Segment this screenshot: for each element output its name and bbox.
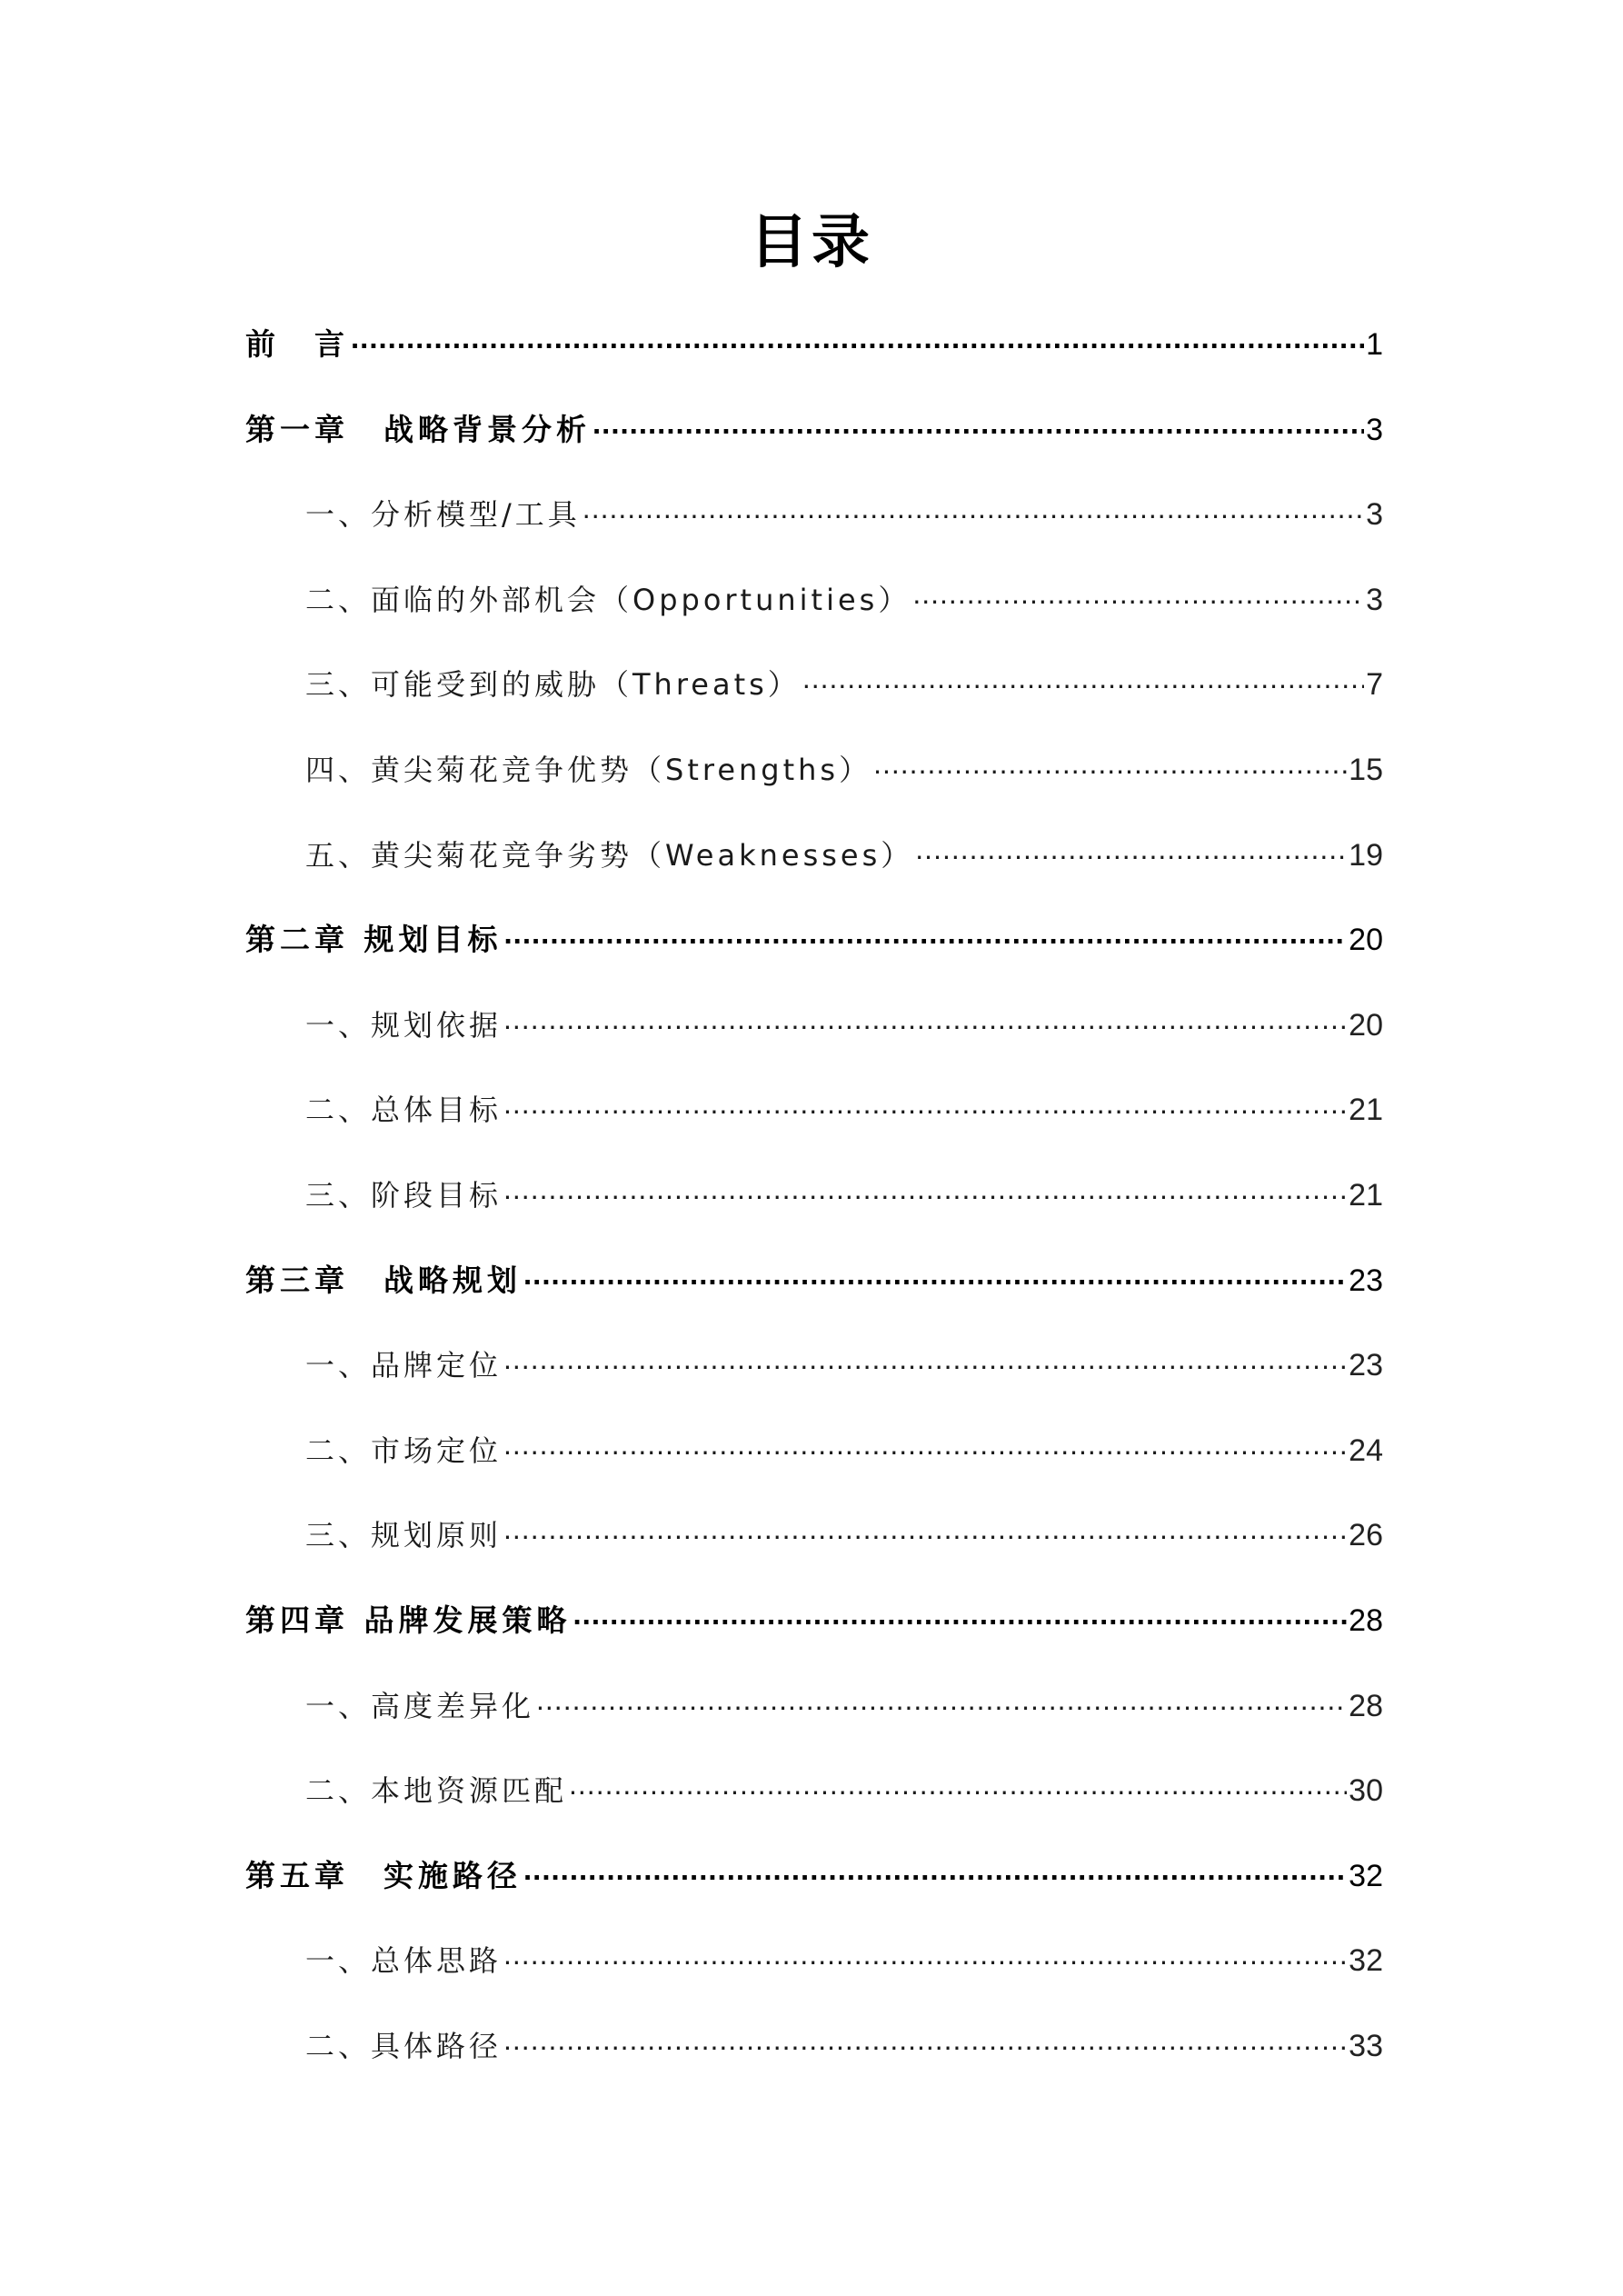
toc-section-entry[interactable]	[305, 477, 1383, 532]
toc-page-number: 20	[1349, 923, 1383, 957]
toc-entry-label: 一、品牌定位	[305, 1348, 503, 1383]
toc-dot-leader	[592, 393, 1364, 440]
toc-page-number: 28	[1349, 1689, 1383, 1723]
toc-dot-leader	[504, 903, 1348, 950]
toc-dot-leader	[573, 1583, 1348, 1631]
toc-entry-label: 第四章 品牌发展策略	[245, 1602, 572, 1638]
toc-entry-label: 一、高度差异化	[305, 1689, 535, 1723]
toc-page-number: 19	[1349, 838, 1383, 873]
toc-entry-label: 三、可能受到的威胁（Threats）	[305, 667, 801, 702]
toc-entry-label: 前 言	[245, 326, 349, 362]
toc-page-number: 23	[1349, 1263, 1383, 1298]
toc-page-number: 3	[1366, 583, 1383, 617]
toc-page-number: 15	[1349, 753, 1383, 787]
toc-section-entry[interactable]	[305, 733, 1383, 787]
toc-section-entry[interactable]	[305, 1158, 1383, 1213]
toc-entry-label: 第五章 实施路径	[245, 1858, 522, 1893]
toc-entry-label: 五、黄尖菊花竞争劣势（Weaknesses）	[305, 838, 914, 873]
toc-entry-label: 二、市场定位	[305, 1433, 503, 1468]
toc-page-number: 3	[1366, 497, 1383, 532]
toc-chapter-entry[interactable]	[245, 1583, 1383, 1638]
toc-entry-label: 二、具体路径	[305, 2029, 503, 2063]
toc-dot-leader	[503, 988, 1347, 1035]
toc-dot-leader	[503, 1328, 1347, 1375]
toc-dot-leader	[503, 1498, 1347, 1545]
toc-entry-label: 一、总体思路	[305, 1943, 503, 1978]
toc-dot-leader	[503, 1413, 1347, 1461]
toc-entry-label: 第二章 规划目标	[245, 922, 503, 957]
toc-entry-label: 一、分析模型/工具	[305, 497, 581, 532]
toc-dot-leader	[503, 1158, 1347, 1205]
toc-entry-label: 一、规划依据	[305, 1008, 503, 1043]
toc-page-number: 33	[1349, 2029, 1383, 2063]
toc-page-number: 26	[1349, 1518, 1383, 1552]
toc-entry-label: 二、总体目标	[305, 1093, 503, 1127]
toc-dot-leader	[915, 818, 1347, 865]
toc-section-entry[interactable]	[305, 1413, 1383, 1468]
toc-page-number: 21	[1349, 1178, 1383, 1213]
toc-dot-leader	[503, 1073, 1347, 1120]
toc-section-entry[interactable]	[305, 1073, 1383, 1127]
toc-chapter-entry[interactable]	[245, 903, 1383, 957]
toc-chapter-entry[interactable]	[245, 1243, 1383, 1298]
toc-entry-label: 二、本地资源匹配	[305, 1773, 568, 1808]
toc-entry-label: 四、黄尖菊花竞争优势（Strengths）	[305, 753, 872, 787]
toc-dot-leader	[873, 733, 1347, 780]
toc-dot-leader	[503, 1923, 1347, 1971]
toc-dot-leader	[523, 1839, 1347, 1886]
toc-section-entry[interactable]	[305, 647, 1383, 702]
toc-dot-leader	[582, 477, 1364, 524]
toc-page-number: 20	[1349, 1008, 1383, 1043]
toc-dot-leader	[536, 1669, 1347, 1716]
toc-chapter-entry[interactable]	[245, 1839, 1383, 1893]
toc-page-number: 1	[1366, 327, 1383, 362]
toc-page-number: 28	[1349, 1603, 1383, 1638]
toc-section-entry[interactable]	[305, 1328, 1383, 1383]
toc-page-number: 32	[1349, 1859, 1383, 1893]
toc-entry-label: 二、面临的外部机会（Opportunities）	[305, 583, 911, 617]
toc-dot-leader	[351, 307, 1364, 354]
toc-entry-label: 第三章 战略规划	[245, 1263, 522, 1298]
toc-section-entry[interactable]	[305, 818, 1383, 873]
toc-section-entry[interactable]	[305, 1498, 1383, 1552]
toc-page-number: 3	[1366, 413, 1383, 447]
toc-entry-label: 三、阶段目标	[305, 1178, 503, 1213]
page-title: 目录	[750, 209, 873, 276]
toc-entry-label: 第一章 战略背景分析	[245, 412, 591, 447]
toc-section-entry[interactable]	[305, 1923, 1383, 1978]
toc-page-number: 23	[1349, 1348, 1383, 1383]
toc-page-number: 21	[1349, 1093, 1383, 1127]
toc-page-number: 32	[1349, 1943, 1383, 1978]
toc-page-number: 24	[1349, 1433, 1383, 1468]
toc-section-entry[interactable]	[305, 988, 1383, 1043]
toc-dot-leader	[912, 563, 1364, 610]
toc-chapter-entry[interactable]	[245, 307, 1383, 362]
toc-section-entry[interactable]	[305, 1753, 1383, 1808]
toc-dot-leader	[523, 1243, 1347, 1291]
toc-entry-label: 三、规划原则	[305, 1518, 503, 1552]
toc-dot-leader	[503, 2009, 1347, 2056]
toc-chapter-entry[interactable]	[245, 393, 1383, 447]
toc-section-entry[interactable]	[305, 563, 1383, 617]
toc-section-entry[interactable]	[305, 1669, 1383, 1723]
toc-section-entry[interactable]	[305, 2009, 1383, 2063]
toc-dot-leader	[802, 647, 1364, 694]
toc-page-number: 7	[1366, 667, 1383, 702]
toc-page-number: 30	[1349, 1773, 1383, 1808]
toc-dot-leader	[569, 1753, 1347, 1801]
